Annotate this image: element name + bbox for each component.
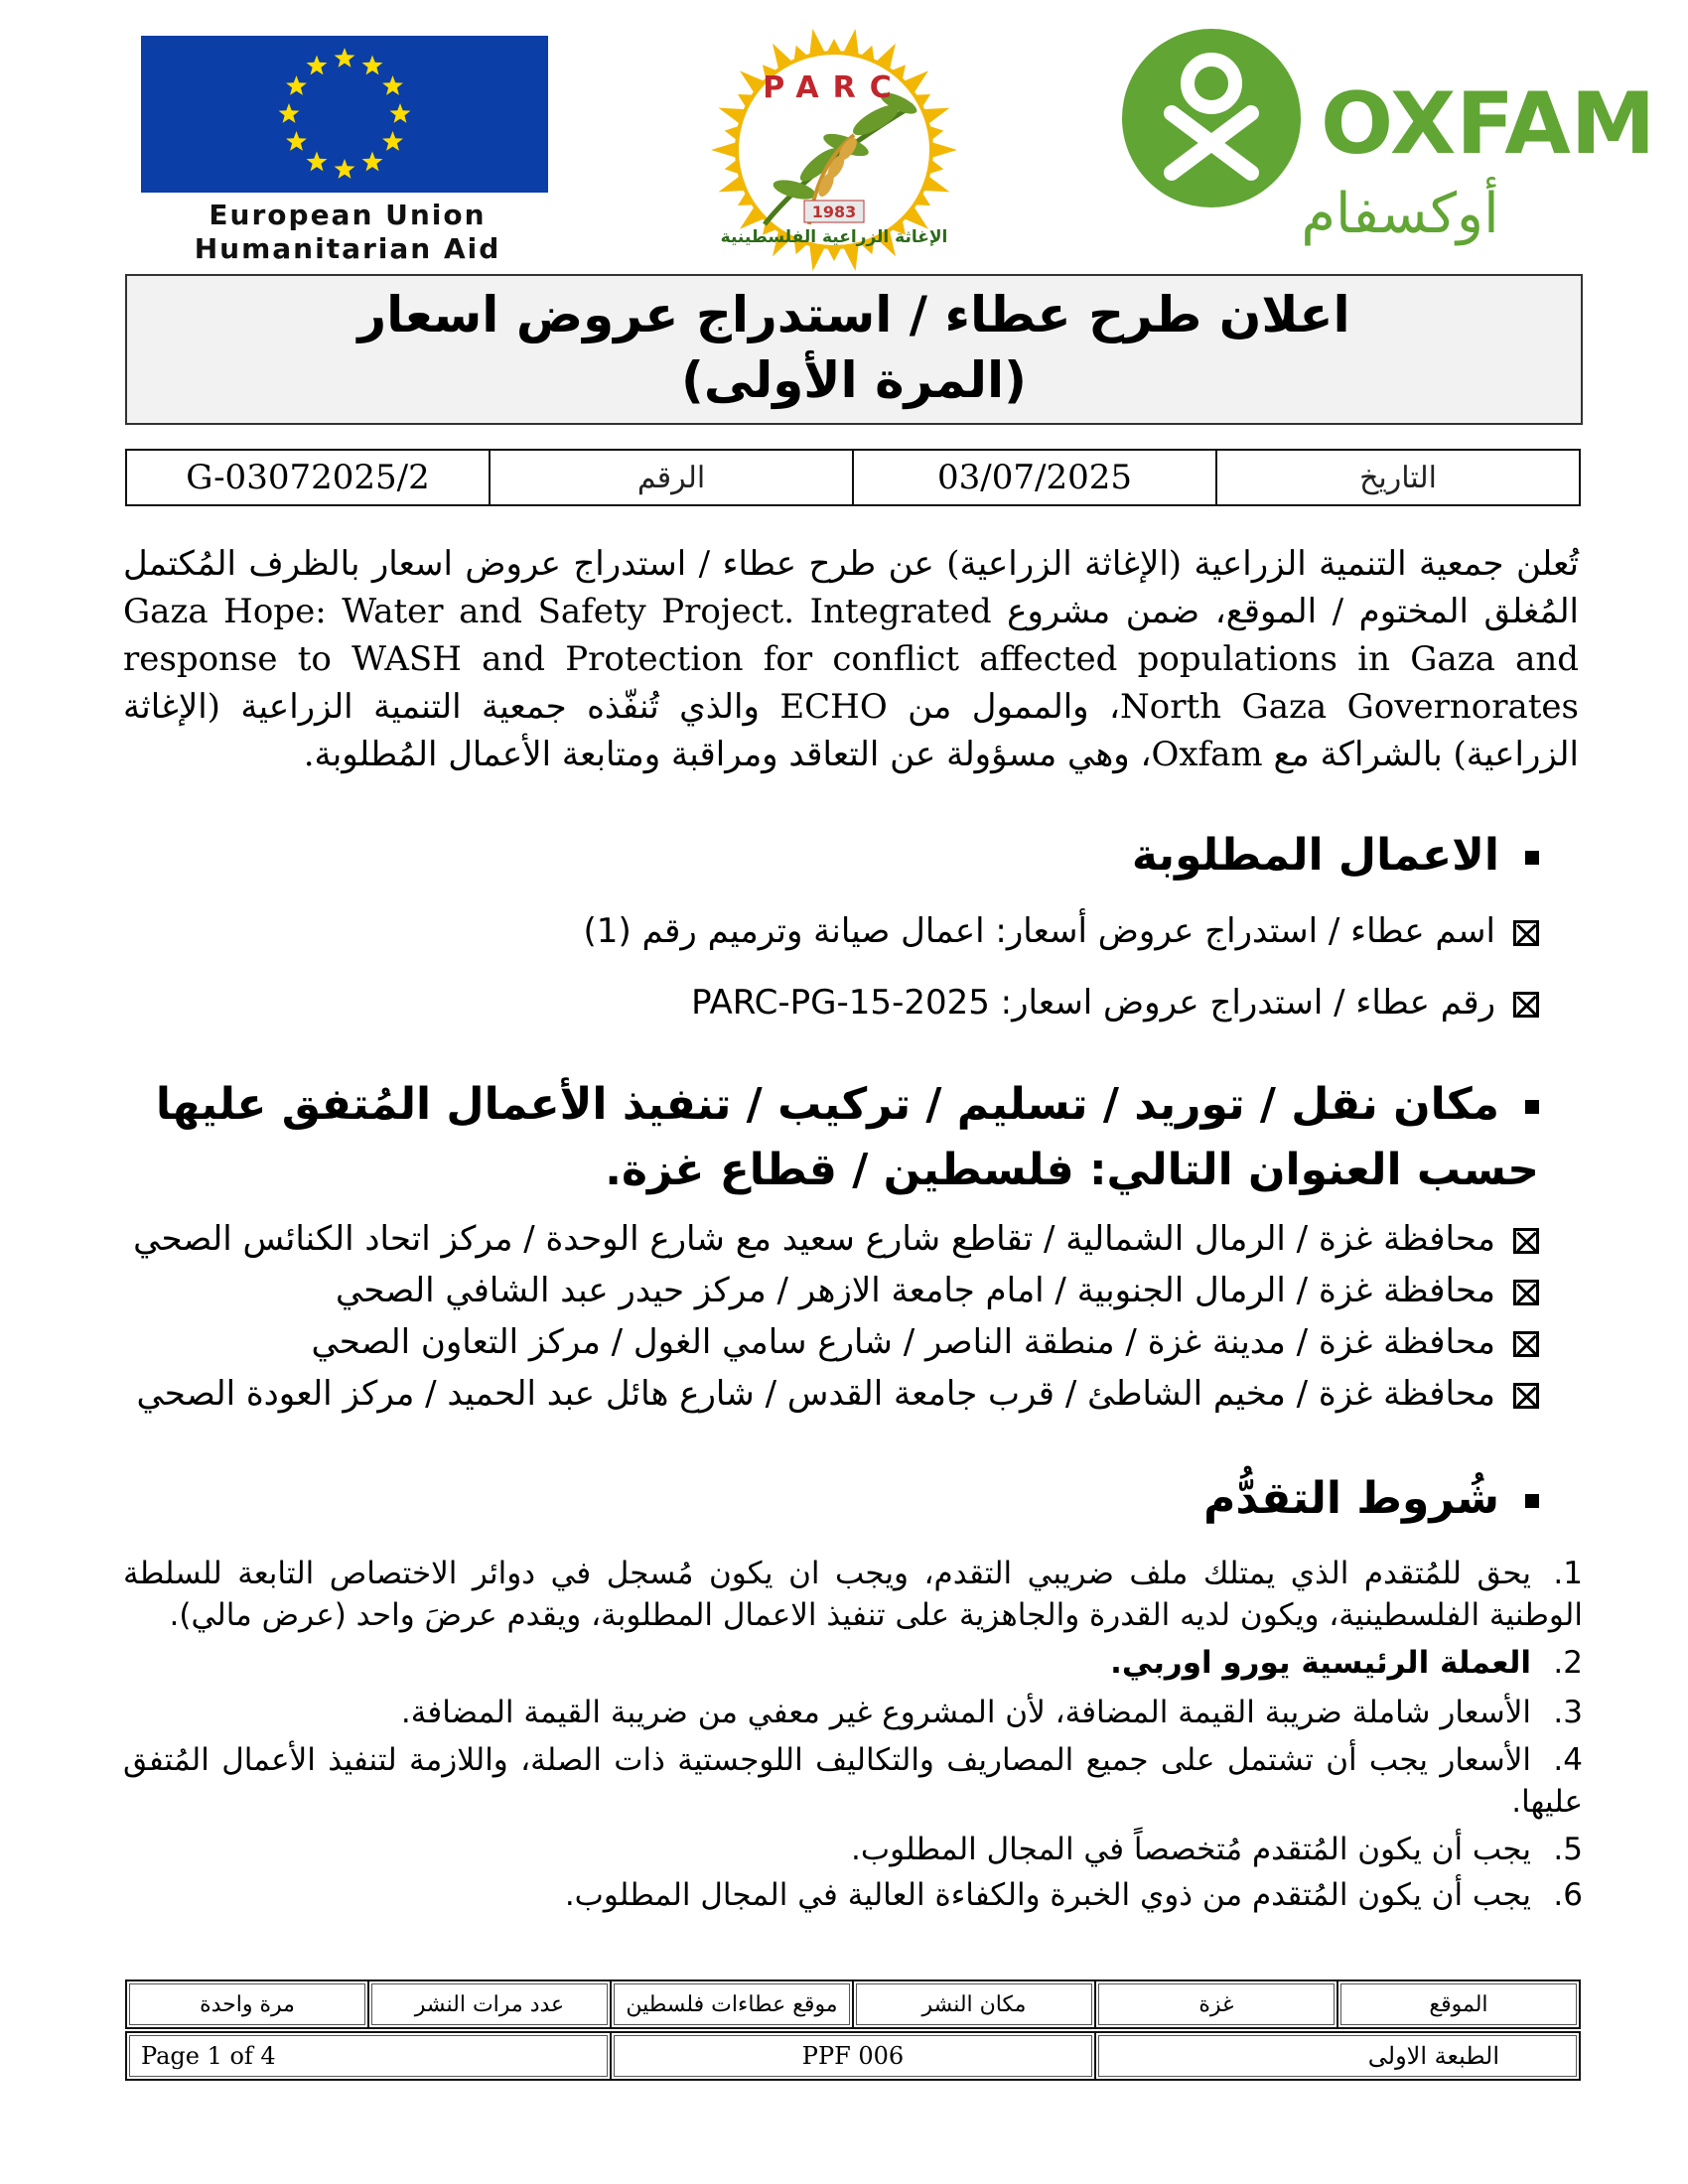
eu-flag-icon <box>141 36 548 193</box>
condition-number: 6. <box>1553 1877 1583 1913</box>
parc-logo <box>616 26 1053 274</box>
condition-number: 3. <box>1553 1695 1583 1730</box>
location-heading <box>123 1072 1539 1203</box>
footer-cell: موقع عطاءات فلسطين <box>611 1980 853 2028</box>
eu-star-icon <box>286 75 307 95</box>
eu-humanitarian-aid-logo <box>139 36 556 264</box>
checked-box-icon <box>1513 992 1539 1018</box>
location-item <box>311 1322 1539 1362</box>
location-item-text: محافظة غزة / الرمال الشمالية / تقاطع شارع سعيد مع شارع الوحدة / مركز اتحاد الكنائس الصحي <box>133 1219 1495 1259</box>
footer-cell: مرة واحدة <box>126 1980 368 2028</box>
eu-star-icon <box>390 103 411 123</box>
announcement-title-box <box>125 274 1583 425</box>
footer-cell: غزة <box>1095 1980 1337 2028</box>
number-label: الرقم <box>490 450 853 505</box>
condition-item <box>123 1829 1583 1870</box>
condition-number: 5. <box>1553 1832 1583 1867</box>
eu-star-icon <box>335 48 355 68</box>
bullet-icon <box>1525 851 1539 865</box>
condition-item <box>123 1692 1583 1733</box>
works-item <box>691 983 1539 1023</box>
date-value: 03/07/2025 <box>853 450 1216 505</box>
condition-number: 2. <box>1553 1645 1583 1681</box>
condition-item <box>123 1874 1583 1916</box>
number-value: G-03072025/2 <box>126 450 490 505</box>
checked-box-icon <box>1513 1331 1539 1357</box>
location-item-text: محافظة غزة / مخيم الشاطئ / قرب جامعة القدس / شارع هائل عبد الحميد / مركز العودة الصحي <box>136 1374 1495 1414</box>
works-item-text: اسم عطاء / استدراج عروض أسعار: اعمال صيانة وترميم رقم (1) <box>583 911 1495 951</box>
eu-star-icon <box>362 56 383 75</box>
eu-star-icon <box>382 131 403 151</box>
condition-text: الأسعار يجب أن تشتمل على جميع المصاريف والتكاليف اللوجستية ذات الصلة، واللازمة لتنفيذ الأعمال المُتفق عليها. <box>123 1742 1583 1820</box>
eu-star-icon <box>307 152 328 172</box>
location-heading-text: مكان نقل / توريد / تسليم / تركيب / تنفيذ الأعمال المُتفق عليها حسب العنوان التالي: فلسطين / قطاع غزة. <box>155 1079 1539 1195</box>
announcement-title: اعلان طرح عطاء / استدراج عروض اسعار <box>357 286 1350 343</box>
condition-number: 1. <box>1553 1556 1583 1591</box>
checked-box-icon <box>1513 920 1539 946</box>
works-heading-text: الاعمال المطلوبة <box>1131 830 1499 881</box>
condition-item <box>123 1553 1583 1636</box>
works-item-text: رقم عطاء / استدراج عروض اسعار: PARC-PG-15-2025 <box>691 983 1495 1023</box>
eu-logo-line2: Humanitarian Aid <box>194 232 501 265</box>
oxfam-arabic-name: أوكسفام <box>1301 182 1499 246</box>
location-item-text: محافظة غزة / الرمال الجنوبية / امام جامعة الازهر / مركز حيدر عبد الشافي الصحي <box>335 1271 1495 1310</box>
parc-year: 1983 <box>811 203 857 221</box>
works-item <box>584 911 1539 951</box>
eu-star-icon <box>362 152 383 172</box>
condition-item <box>123 1642 1583 1684</box>
condition-text: يجب أن يكون المُتقدم من ذوي الخبرة والكفاءة العالية في المجال المطلوب. <box>564 1877 1531 1913</box>
oxfam-name: OXFAM <box>1321 74 1656 174</box>
parc-brand: PARC <box>763 70 906 105</box>
checked-box-icon <box>1513 1228 1539 1254</box>
oxfam-logo <box>1122 14 1656 262</box>
eu-star-icon <box>382 75 403 95</box>
bullet-icon <box>1525 1100 1539 1114</box>
footer-cell: الموقع <box>1337 1980 1580 2028</box>
footer-publication-table <box>125 1979 1581 2029</box>
eu-star-icon <box>307 56 328 75</box>
announcement-subtitle: (المرة الأولى) <box>681 351 1027 409</box>
intro-paragraph: تُعلن جمعية التنمية الزراعية (الإغاثة الزراعية) عن طرح عطاء / استدراج عروض اسعار بالظرف المُكتمل المُغلق المختوم / الموقع، ضمن مشروع Gaza Hope: Water and Safety Project. Integrated response to WASH and Protection for conflict affected populations in Gaza and North Gaza Governorates، والممول من ECHO والذي تُنفّذه جمعية التنمية الزراعية (الإغاثة الزراعية) بالشراكة مع Oxfam، وهي مسؤولة عن التعاقد ومراقبة ومتابعة الأعمال المُطلوبة. <box>123 544 1579 774</box>
footer-cell: عدد مرات النشر <box>368 1980 611 2028</box>
condition-text: يحق للمُتقدم الذي يمتلك ملف ضريبي التقدم، ويجب ان يكون مُسجل في دوائر الاختصاص التابعة للسلطة الوطنية الفلسطينية، ويكون لديه القدرة والجاهزية على تنفيذ الاعمال المطلوبة، ويقدم عرضَ واحد (عرض مالي). <box>123 1556 1583 1633</box>
location-item <box>133 1219 1539 1259</box>
eu-logo-line1: European Union <box>209 199 487 231</box>
eu-star-icon <box>279 103 300 123</box>
footer-cell: مكان النشر <box>853 1980 1095 2028</box>
condition-item <box>123 1739 1583 1823</box>
location-item-text: محافظة غزة / مدينة غزة / منطقة الناصر / شارع سامي الغول / مركز التعاون الصحي <box>311 1322 1495 1362</box>
condition-text: يجب أن يكون المُتقدم مُتخصصاً في المجال المطلوب. <box>851 1832 1531 1867</box>
footer-form-code: PPF 006 <box>611 2032 1095 2080</box>
condition-text: الأسعار شاملة ضريبة القيمة المضافة، لأن المشروع غير معفي من ضريبة القيمة المضافة. <box>400 1695 1531 1730</box>
conditions-heading <box>1203 1473 1539 1524</box>
footer-page-number: Page 1 of 4 <box>126 2032 611 2080</box>
conditions-heading-text: شُروط التقدُّم <box>1203 1473 1499 1524</box>
works-heading <box>1132 830 1539 881</box>
checked-box-icon <box>1513 1280 1539 1305</box>
footer-document-table <box>125 2031 1581 2081</box>
parc-arabic-name: الإغاثة الزراعية الفلسطينية <box>720 227 948 247</box>
footer-edition: الطبعة الاولى <box>1095 2032 1580 2080</box>
checked-box-icon <box>1513 1383 1539 1409</box>
date-label: التاريخ <box>1216 450 1580 505</box>
bullet-icon <box>1525 1494 1539 1508</box>
location-item <box>136 1374 1539 1414</box>
announcement-info-table <box>125 449 1581 506</box>
eu-star-icon <box>286 131 307 151</box>
condition-number: 4. <box>1553 1742 1583 1778</box>
condition-text: العملة الرئيسية يورو اوربي. <box>1110 1645 1531 1681</box>
location-item <box>336 1271 1539 1310</box>
eu-star-icon <box>335 159 355 179</box>
